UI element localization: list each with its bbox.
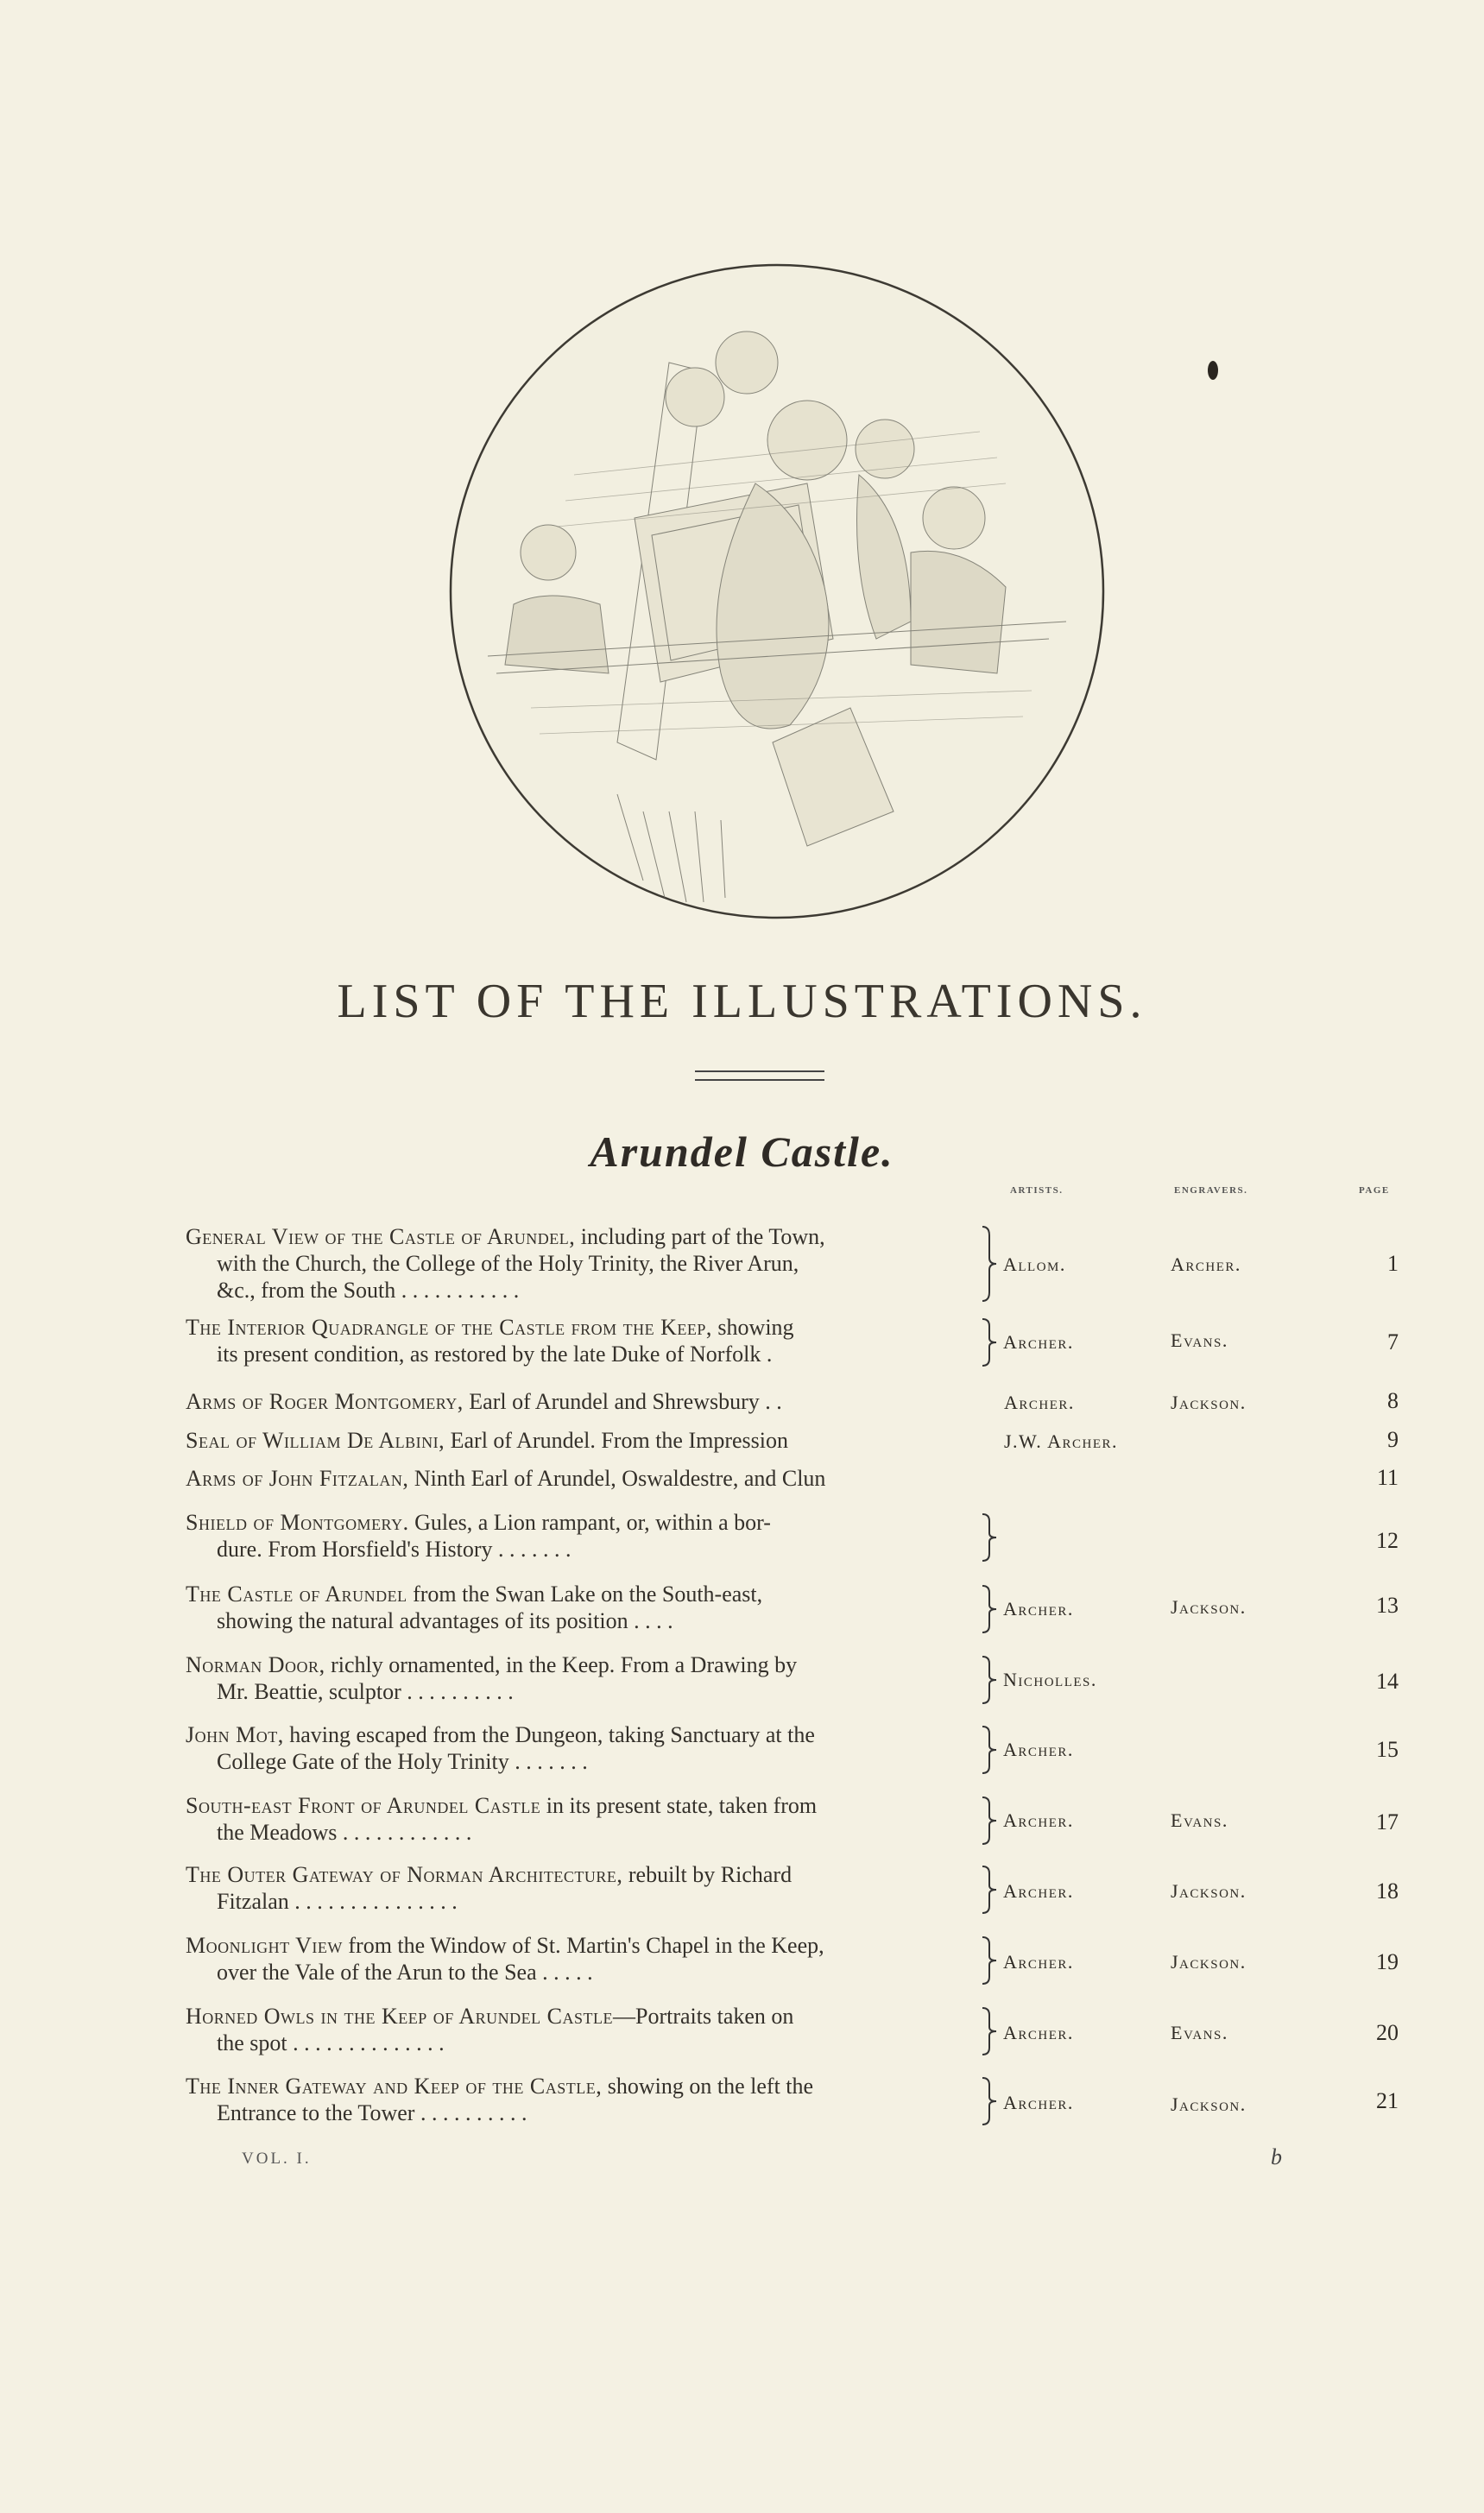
title-rule-bottom — [695, 1079, 824, 1081]
brace-icon — [981, 2006, 1000, 2056]
entry-continuation: the Meadows . . . . . . . . . . . . — [217, 1820, 472, 1845]
entry-engraver: Archer. — [1171, 1253, 1241, 1275]
entry-text: having escaped from the Dungeon, taking Sanctuary at the — [283, 1722, 815, 1747]
entry-title: Horned Owls in the Keep of Arundel Castle — [186, 2004, 613, 2029]
entry-artist: Archer. — [1003, 1598, 1074, 1620]
entry-page: 17 — [1376, 1809, 1399, 1834]
brace-icon — [981, 2076, 1000, 2126]
entry-title: The Outer Gateway of Norman Architecture, — [186, 1862, 623, 1887]
entry-description — [186, 1465, 980, 1492]
entry-text: showing on the left the — [602, 2074, 814, 2099]
entry-artist: J.W. Archer. — [1004, 1430, 1118, 1452]
entry-page: 8 — [1387, 1388, 1399, 1413]
column-header-page: PAGE — [1359, 1185, 1390, 1196]
entry-title: Norman Door, — [186, 1652, 325, 1677]
entry-continuation: Entrance to the Tower . . . . . . . . . . — [217, 2100, 527, 2125]
brace-icon — [981, 1655, 1000, 1705]
entry-title: The Inner Gateway and Keep of the Castle, — [186, 2074, 603, 2099]
entry-page: 18 — [1376, 1878, 1399, 1904]
entry-text: Gules, a Lion rampant, or, within a bor- — [408, 1510, 771, 1535]
section-title: Arundel Castle. — [590, 1127, 894, 1176]
entry-artist: Nicholles. — [1003, 1669, 1097, 1690]
brace-icon — [981, 1725, 1000, 1775]
entry-title: Arms of John Fitzalan, — [186, 1466, 409, 1491]
entry-engraver: Jackson. — [1171, 1392, 1247, 1413]
entry-text: from the Swan Lake on the South-east, — [407, 1582, 763, 1607]
brace-icon — [981, 1317, 1000, 1367]
entry-text: Earl of Arundel. From the Impression — [445, 1428, 788, 1453]
entry-title: The Castle of Arundel — [186, 1582, 407, 1607]
entry-title: Seal of William De Albini, — [186, 1428, 445, 1453]
entry-description — [186, 2073, 980, 2126]
entry-title: John Mot, — [186, 1722, 284, 1747]
entry-artist: Archer. — [1003, 2022, 1074, 2043]
entry-page: 19 — [1376, 1949, 1399, 1974]
entry-description — [186, 1388, 980, 1415]
entry-engraver: Jackson. — [1171, 2093, 1247, 2115]
entry-page: 21 — [1376, 2088, 1399, 2113]
brace-icon — [981, 1796, 1000, 1846]
entry-page: 15 — [1376, 1737, 1399, 1762]
entry-text: in its present state, taken from — [540, 1793, 818, 1818]
entry-page: 9 — [1387, 1427, 1399, 1452]
entry-text: showing — [711, 1315, 794, 1340]
entry-description — [186, 1427, 980, 1454]
volume-marker: VOL. I. — [242, 2150, 312, 2168]
entry-description — [186, 1721, 980, 1775]
entry-description — [186, 1932, 980, 1986]
entry-text: from the Window of St. Martin's Chapel in the Keep, — [342, 1933, 824, 1958]
entry-engraver: Evans. — [1171, 1809, 1228, 1831]
entry-description — [186, 2003, 980, 2056]
entry-artist: Archer. — [1004, 1392, 1075, 1413]
entry-continuation: &c., from the South . . . . . . . . . . . — [217, 1278, 520, 1303]
entry-description — [186, 1581, 980, 1634]
entry-title: General View of the Castle of Arundel, — [186, 1224, 576, 1249]
entry-text: rebuilt by Richard — [622, 1862, 793, 1887]
entry-title: South-east Front of Arundel Castle — [186, 1793, 541, 1818]
entry-continuation: showing the natural advantages of its position . . . . — [217, 1608, 673, 1633]
entry-page: 12 — [1376, 1528, 1399, 1553]
entry-continuation: dure. From Horsfield's History . . . . . . . — [217, 1537, 571, 1562]
entry-continuation: its present condition, as restored by the late Duke of Norfolk . — [217, 1342, 773, 1367]
entry-artist: Allom. — [1003, 1253, 1066, 1275]
entry-text: Earl of Arundel and Shrewsbury . . — [463, 1389, 782, 1414]
entry-page: 1 — [1387, 1251, 1399, 1276]
entry-page: 13 — [1376, 1593, 1399, 1618]
title-rule-top — [695, 1070, 824, 1072]
entry-engraver: Evans. — [1171, 2022, 1228, 2043]
entry-continuation: the spot . . . . . . . . . . . . . . — [217, 2030, 445, 2055]
entry-page: 20 — [1376, 2020, 1399, 2045]
entry-artist: Archer. — [1003, 1739, 1074, 1760]
entry-artist: Archer. — [1003, 1951, 1074, 1973]
page-title: LIST OF THE ILLUSTRATIONS. — [337, 975, 1147, 1028]
entry-description — [186, 1792, 980, 1846]
brace-icon — [981, 1584, 1000, 1634]
entry-continuation: with the Church, the College of the Holy Trinity, the River Arun, — [217, 1251, 799, 1276]
entry-description — [186, 1509, 980, 1563]
entry-continuation: College Gate of the Holy Trinity . . . . . . . — [217, 1749, 588, 1774]
entry-artist: Archer. — [1003, 2092, 1074, 2113]
ink-mark — [1208, 361, 1218, 380]
entry-title: The Interior Quadrangle of the Castle from the Keep, — [186, 1315, 712, 1340]
entry-engraver: Jackson. — [1171, 1951, 1247, 1973]
entry-continuation: Fitzalan . . . . . . . . . . . . . . . — [217, 1889, 458, 1914]
entry-title: Arms of Roger Montgomery, — [186, 1389, 464, 1414]
column-header-engravers: ENGRAVERS. — [1174, 1185, 1248, 1196]
entry-title: Shield of Montgomery. — [186, 1510, 409, 1535]
brace-icon — [981, 1225, 1000, 1303]
entry-page: 7 — [1387, 1329, 1399, 1354]
entry-description — [186, 1651, 980, 1705]
brace-icon — [981, 1935, 1000, 1986]
entry-engraver: Jackson. — [1171, 1880, 1247, 1902]
entry-continuation: over the Vale of the Arun to the Sea . . . . . — [217, 1960, 593, 1985]
entry-page: 14 — [1376, 1669, 1399, 1694]
entry-text: —Portraits taken on — [613, 2004, 794, 2029]
entry-artist: Archer. — [1003, 1331, 1074, 1353]
entry-page: 11 — [1376, 1465, 1399, 1490]
signature-mark: b — [1271, 2144, 1282, 2169]
entry-text: including part of the Town, — [575, 1224, 825, 1249]
entry-text: Ninth Earl of Arundel, Oswaldestre, and Clun — [408, 1466, 826, 1491]
entry-description — [186, 1861, 980, 1915]
column-header-artists: ARTISTS. — [1010, 1185, 1064, 1196]
vignette-illustration — [445, 259, 1109, 924]
entry-title: Moonlight View — [186, 1933, 343, 1958]
entry-engraver: Jackson. — [1171, 1596, 1247, 1618]
brace-icon — [981, 1865, 1000, 1915]
entry-description — [186, 1223, 980, 1304]
entry-continuation: Mr. Beattie, sculptor . . . . . . . . . . — [217, 1679, 514, 1704]
entry-engraver: Evans. — [1171, 1329, 1228, 1351]
entry-description — [186, 1314, 980, 1367]
brace-icon — [981, 1512, 1000, 1563]
entry-artist: Archer. — [1003, 1880, 1074, 1902]
entry-text: richly ornamented, in the Keep. From a Drawing by — [325, 1652, 798, 1677]
entry-artist: Archer. — [1003, 1809, 1074, 1831]
